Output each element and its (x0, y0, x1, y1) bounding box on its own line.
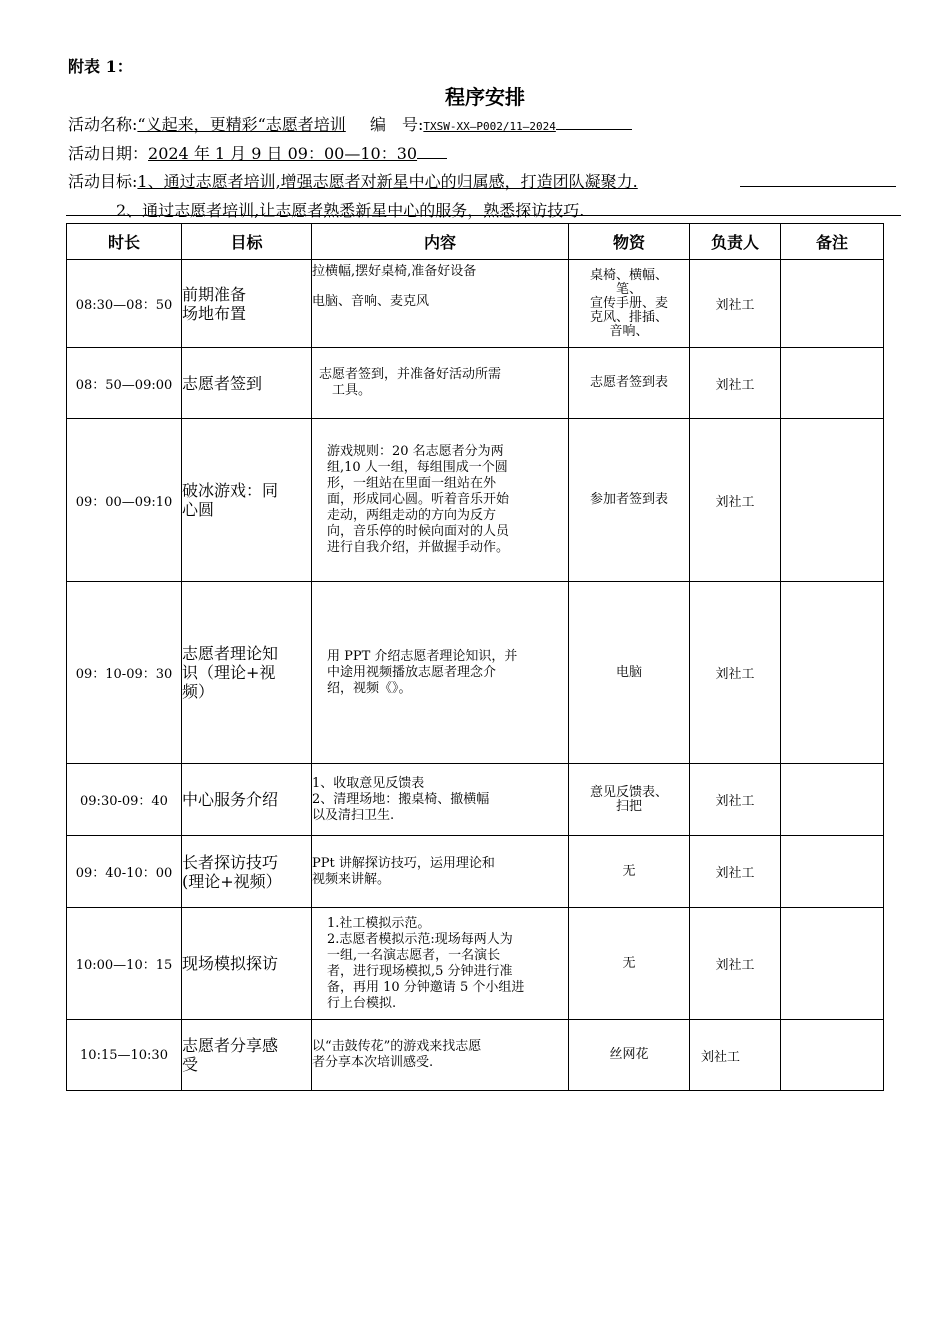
activity-name-label: 活动名称: (68, 115, 138, 134)
cell-note (781, 908, 884, 1020)
activity-name-line (68, 112, 632, 135)
activity-goal-line1 (68, 169, 638, 192)
activity-date-label: 活动日期： (68, 144, 149, 163)
table-row (67, 764, 884, 836)
cell-materials: 电脑 (569, 582, 690, 764)
cell-note (781, 419, 884, 582)
table-row (67, 260, 884, 348)
cell-owner: 刘社工 (690, 348, 781, 419)
cell-goal: 前期准备 场地布置 (182, 260, 312, 348)
cell-materials: 志愿者签到表 (569, 348, 690, 419)
cell-content: 游戏规则：20 名志愿者分为两 组,10 人一组，每组围成一个圆 形，一组站在里面一组站在外 面，形成同心圆。听着音乐开始 走动，两组走动的方向为反方 向，音乐停的时候向面对的人员 进行自我介绍，并做握手动作。 (312, 419, 569, 582)
cell-time: 09：40-10：00 (67, 836, 182, 908)
cell-note (781, 1020, 884, 1091)
header-materials: 物资 (569, 224, 690, 260)
cell-content: 以“击鼓传花”的游戏来找志愿 者分享本次培训感受. (312, 1020, 569, 1091)
cell-goal: 志愿者分享感 受 (182, 1020, 312, 1091)
header-content: 内容 (312, 224, 569, 260)
activity-name-value: “义起来，更精彩“志愿者培训 (137, 115, 346, 134)
activity-date-value: 2024 年 1 月 9 日 09：00—10：30 (148, 144, 418, 163)
cell-goal: 破冰游戏：同 心圆 (182, 419, 312, 582)
cell-content: 志愿者签到，并准备好活动所需 工具。 (312, 348, 569, 419)
cell-goal: 长者探访技巧 (理论+视频） (182, 836, 312, 908)
cell-time: 08：50—09:00 (67, 348, 182, 419)
table-row (67, 419, 884, 582)
cell-content: 用 PPT 介绍志愿者理论知识，并 中途用视频播放志愿者理念介 绍，视频《》。 (312, 582, 569, 764)
table-row (67, 348, 884, 419)
cell-time: 10:00—10：15 (67, 908, 182, 1020)
activity-goal-line2 (116, 198, 584, 221)
cell-owner: 刘社工 (690, 419, 781, 582)
cell-materials: 丝网花 (569, 1020, 690, 1091)
table-row (67, 836, 884, 908)
cell-time: 10:15—10:30 (67, 1020, 182, 1091)
cell-materials: 无 (569, 908, 690, 1020)
cell-note (781, 348, 884, 419)
cell-materials: 意见反馈表、 扫把 (569, 764, 690, 836)
table-row (67, 908, 884, 1020)
cell-owner: 刘社工 (690, 260, 781, 348)
cell-content: 1.社工模拟示范。 2.志愿者模拟示范:现场每两人为 一组,一名演志愿者，一名演长 者，进行现场模拟,5 分钟进行准 备，再用 10 分钟邀请 5 个小组进 行上台模拟. (312, 908, 569, 1020)
activity-goal-text1: 1、通过志愿者培训,增强志愿者对新星中心的归属感，打造团队凝聚力. (137, 172, 638, 191)
cell-content: PPt 讲解探访技巧，运用理论和 视频来讲解。 (312, 836, 569, 908)
header-duration: 时长 (67, 224, 182, 260)
cell-owner: 刘社工 (690, 908, 781, 1020)
page-title: 程序安排 (445, 85, 525, 109)
cell-note (781, 764, 884, 836)
cell-note (781, 582, 884, 764)
cell-note (781, 836, 884, 908)
activity-goal-text2: 2、通过志愿者培训,让志愿者熟悉新星中心的服务，熟悉探访技巧. (116, 201, 585, 220)
header-owner: 负责人 (690, 224, 781, 260)
cell-owner: 刘社工 (690, 1020, 781, 1091)
cell-note (781, 260, 884, 348)
code-value: TXSW-XX—P002/11—2024 (423, 120, 556, 133)
cell-time: 09：10-09：30 (67, 582, 182, 764)
cell-goal: 现场模拟探访 (182, 908, 312, 1020)
cell-owner: 刘社工 (690, 582, 781, 764)
header-goal: 目标 (182, 224, 312, 260)
table-row (67, 582, 884, 764)
activity-goal-label: 活动目标: (68, 172, 138, 191)
attachment-label: 附表 1： (68, 57, 133, 76)
schedule-table (66, 223, 884, 1091)
cell-content: 拉横幅,摆好桌椅,准备好设备 电脑、音响、麦克风 (312, 260, 569, 348)
cell-owner: 刘社工 (690, 764, 781, 836)
cell-goal: 志愿者理论知 识（理论+视 频） (182, 582, 312, 764)
cell-owner: 刘社工 (690, 836, 781, 908)
header-note: 备注 (781, 224, 884, 260)
cell-time: 09：00—09:10 (67, 419, 182, 582)
cell-time: 08:30—08：50 (67, 260, 182, 348)
cell-materials: 无 (569, 836, 690, 908)
cell-content: 1、收取意见反馈表 2、清理场地：搬桌椅、撤横幅 以及清扫卫生. (312, 764, 569, 836)
cell-goal: 中心服务介绍 (182, 764, 312, 836)
cell-materials: 参加者签到表 (569, 419, 690, 582)
code-label: 编 号: (369, 115, 424, 134)
table-row (67, 1020, 884, 1091)
cell-time: 09:30-09：40 (67, 764, 182, 836)
cell-goal: 志愿者签到 (182, 348, 312, 419)
table-header-row (67, 224, 884, 260)
activity-date-line (68, 141, 447, 164)
cell-materials: 桌椅、横幅、 笔、 宣传手册、麦 克风、排插、 音响、 (569, 260, 690, 348)
